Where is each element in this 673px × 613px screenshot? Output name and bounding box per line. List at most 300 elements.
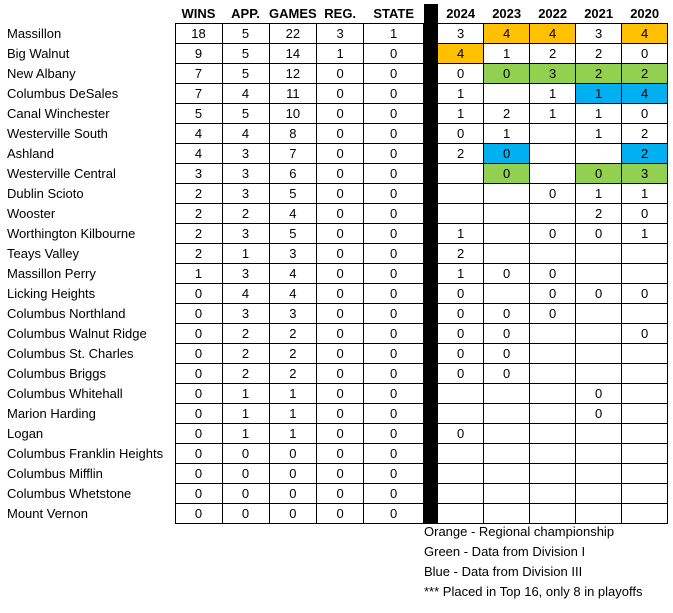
year-2021-cell: 2 [576,44,622,64]
games-cell: 3 [269,244,317,264]
wins-cell: 9 [175,44,222,64]
table-row [4,64,668,84]
year-2022-cell [530,324,576,344]
regional-cell: 0 [317,244,364,264]
year-2024-cell: 0 [438,324,484,344]
year-2020-cell: 3 [622,164,668,184]
games-cell: 0 [269,444,317,464]
regional-cell: 0 [317,444,364,464]
year-2022-cell [530,124,576,144]
legend-blue: Blue - Data from Division III [424,564,583,579]
year-2021-cell [576,244,622,264]
year-2020-cell [622,364,668,384]
regional-cell: 0 [317,264,364,284]
appearances-cell: 2 [222,364,269,384]
appearances-cell: 4 [222,124,269,144]
state-cell: 0 [364,244,424,264]
year-2022-cell [530,504,576,524]
year-2020-cell: 0 [622,204,668,224]
table-row [4,264,668,284]
table-row [4,364,668,384]
year-2022-cell: 0 [530,304,576,324]
year-2020-cell [622,244,668,264]
header-row [4,4,668,24]
year-2021-cell [576,144,622,164]
team-name: Ashland [7,146,54,161]
wins-cell: 0 [175,424,222,444]
appearances-cell: 3 [222,304,269,324]
year-2021-cell [576,324,622,344]
wins-cell: 4 [175,144,222,164]
year-2023-cell [484,84,530,104]
appearances-cell: 3 [222,264,269,284]
separator-cell [424,364,438,384]
team-name: Logan [7,426,44,441]
table-row [4,284,668,304]
games-cell: 0 [269,504,317,524]
year-2021-cell: 2 [576,64,622,84]
year-2023-cell: 1 [484,44,530,64]
year-2024-cell: 0 [438,304,484,324]
year-2020-cell [622,444,668,464]
regional-cell: 0 [317,144,364,164]
year-2020-cell: 2 [622,64,668,84]
year-2024-cell [438,504,484,524]
year-2023-cell: 0 [484,304,530,324]
year-2024-cell [438,484,484,504]
year-2021-cell: 1 [576,184,622,204]
state-cell: 0 [364,44,424,64]
year-2022-cell [530,144,576,164]
appearances-cell: 0 [222,444,269,464]
header-appearances: APP. [231,6,260,21]
appearances-cell: 4 [222,84,269,104]
year-2020-cell [622,504,668,524]
year-2022-cell: 0 [530,264,576,284]
year-2022-cell [530,164,576,184]
year-2024-cell: 1 [438,104,484,124]
year-2020-cell: 0 [622,104,668,124]
state-cell: 0 [364,304,424,324]
table-row [4,104,668,124]
table-row [4,384,668,404]
year-2020-cell: 4 [622,24,668,44]
state-cell: 0 [364,404,424,424]
regional-cell: 0 [317,304,364,324]
wins-cell: 0 [175,444,222,464]
year-2020-cell [622,424,668,444]
team-name: Wooster [7,206,56,221]
year-2023-cell [484,404,530,424]
appearances-cell: 5 [222,64,269,84]
year-2024-cell: 0 [438,64,484,84]
wins-cell: 4 [175,124,222,144]
year-2022-cell [530,444,576,464]
year-2024-cell [438,184,484,204]
regional-cell: 0 [317,184,364,204]
wins-cell: 2 [175,184,222,204]
standings-sheet [4,4,668,524]
regional-cell: 0 [317,284,364,304]
year-2021-cell: 0 [576,284,622,304]
year-2024-cell: 1 [438,224,484,244]
wins-cell: 0 [175,404,222,424]
state-cell: 0 [364,144,424,164]
appearances-cell: 3 [222,144,269,164]
separator-cell [424,104,438,124]
year-2020-cell: 0 [622,324,668,344]
year-2022-cell [530,344,576,364]
games-cell: 5 [269,224,317,244]
games-cell: 0 [269,484,317,504]
year-2020-cell: 1 [622,184,668,204]
year-2020-cell: 4 [622,84,668,104]
year-2022-cell: 0 [530,184,576,204]
games-cell: 4 [269,284,317,304]
year-2020-cell: 2 [622,124,668,144]
state-cell: 0 [364,284,424,304]
team-name: Dublin Scioto [7,186,84,201]
legend-note: *** Placed in Top 16, only 8 in playoffs [424,584,643,599]
year-2024-cell: 4 [438,44,484,64]
team-name: Westerville Central [7,166,116,181]
state-cell: 0 [364,504,424,524]
appearances-cell: 5 [222,104,269,124]
appearances-cell: 1 [222,404,269,424]
games-cell: 1 [269,384,317,404]
state-cell: 0 [364,324,424,344]
year-2020-cell [622,404,668,424]
separator-cell [424,144,438,164]
separator-cell [424,124,438,144]
team-name: Massillon [7,26,62,41]
year-2023-cell [484,184,530,204]
year-2021-cell: 0 [576,384,622,404]
separator-column-header [424,4,438,24]
team-name: Columbus Whetstone [7,486,132,501]
year-2024-cell: 1 [438,84,484,104]
year-2022-cell: 4 [530,24,576,44]
state-cell: 0 [364,424,424,444]
year-2021-cell [576,304,622,324]
wins-cell: 0 [175,364,222,384]
state-cell: 0 [364,124,424,144]
year-2021-cell [576,364,622,384]
year-2020-cell [622,464,668,484]
appearances-cell: 1 [222,244,269,264]
year-2021-cell [576,264,622,284]
appearances-cell: 2 [222,344,269,364]
appearances-cell: 2 [222,324,269,344]
team-name: Marion Harding [7,406,96,421]
year-2024-cell: 0 [438,364,484,384]
team-name: Worthington Kilbourne [7,226,136,241]
header-year-2024: 2024 [446,6,476,21]
year-2022-cell [530,424,576,444]
year-2023-cell [484,204,530,224]
state-cell: 1 [364,24,424,44]
separator-cell [424,444,438,464]
year-2023-cell [484,484,530,504]
year-2024-cell [438,204,484,224]
state-cell: 0 [364,264,424,284]
year-2021-cell: 0 [576,224,622,244]
year-2024-cell [438,384,484,404]
regional-cell: 0 [317,404,364,424]
state-cell: 0 [364,484,424,504]
regional-cell: 0 [317,204,364,224]
year-2020-cell: 2 [622,144,668,164]
games-cell: 4 [269,264,317,284]
year-2020-cell [622,344,668,364]
separator-cell [424,484,438,504]
regional-cell: 0 [317,424,364,444]
wins-cell: 0 [175,344,222,364]
header-year-2023: 2023 [492,6,522,21]
wins-cell: 0 [175,324,222,344]
appearances-cell: 3 [222,164,269,184]
year-2020-cell [622,264,668,284]
year-2024-cell [438,464,484,484]
year-2021-cell: 3 [576,24,622,44]
year-2024-cell [438,164,484,184]
table-row [4,164,668,184]
year-2023-cell: 0 [484,144,530,164]
year-2024-cell: 1 [438,264,484,284]
year-2024-cell: 0 [438,124,484,144]
year-2023-cell: 2 [484,104,530,124]
year-2020-cell [622,484,668,504]
separator-cell [424,344,438,364]
state-cell: 0 [364,364,424,384]
appearances-cell: 1 [222,424,269,444]
team-name: Mount Vernon [7,506,88,521]
team-name: Westerville South [7,126,108,141]
appearances-cell: 5 [222,44,269,64]
regional-cell: 0 [317,364,364,384]
team-name: Columbus St. Charles [7,346,134,361]
team-name: Massillon Perry [7,266,96,281]
separator-cell [424,44,438,64]
wins-cell: 1 [175,264,222,284]
year-2023-cell: 0 [484,344,530,364]
header-year-2021: 2021 [584,6,614,21]
regional-cell: 0 [317,84,364,104]
year-2022-cell: 1 [530,104,576,124]
state-cell: 0 [364,204,424,224]
team-name: Columbus Franklin Heights [7,446,164,461]
regional-cell: 3 [317,24,364,44]
year-2024-cell: 3 [438,24,484,44]
header-wins: WINS [181,6,216,21]
year-2022-cell: 1 [530,84,576,104]
year-2023-cell: 0 [484,264,530,284]
year-2022-cell [530,364,576,384]
wins-cell: 3 [175,164,222,184]
year-2023-cell [484,244,530,264]
legend-orange: Orange - Regional championship [424,524,615,539]
year-2024-cell [438,444,484,464]
regional-cell: 0 [317,324,364,344]
games-cell: 1 [269,424,317,444]
year-2021-cell: 0 [576,164,622,184]
appearances-cell: 1 [222,384,269,404]
separator-cell [424,184,438,204]
appearances-cell: 4 [222,284,269,304]
year-2021-cell [576,504,622,524]
year-2020-cell: 1 [622,224,668,244]
separator-cell [424,504,438,524]
games-cell: 1 [269,404,317,424]
appearances-cell: 0 [222,504,269,524]
year-2024-cell [438,404,484,424]
team-name: Columbus Northland [7,306,126,321]
regional-cell: 0 [317,164,364,184]
standings-table [4,4,668,524]
year-2021-cell: 2 [576,204,622,224]
table-row [4,484,668,504]
regional-cell: 0 [317,104,364,124]
separator-cell [424,24,438,44]
table-row [4,444,668,464]
wins-cell: 0 [175,464,222,484]
header-year-2022: 2022 [538,6,568,21]
games-cell: 7 [269,144,317,164]
year-2021-cell [576,344,622,364]
year-2022-cell: 0 [530,284,576,304]
wins-cell: 2 [175,224,222,244]
separator-cell [424,464,438,484]
team-name: Canal Winchester [7,106,110,121]
table-row [4,124,668,144]
games-cell: 10 [269,104,317,124]
games-cell: 5 [269,184,317,204]
year-2023-cell [484,424,530,444]
year-2022-cell [530,484,576,504]
regional-cell: 0 [317,124,364,144]
state-cell: 0 [364,344,424,364]
year-2022-cell [530,384,576,404]
separator-cell [424,284,438,304]
separator-cell [424,64,438,84]
state-cell: 0 [364,184,424,204]
table-body [4,24,668,524]
year-2024-cell: 2 [438,144,484,164]
year-2020-cell [622,304,668,324]
games-cell: 2 [269,324,317,344]
header-games: GAMES [269,6,317,21]
table-row [4,184,668,204]
year-2021-cell [576,464,622,484]
header-state: STATE [373,6,415,21]
separator-cell [424,404,438,424]
games-cell: 3 [269,304,317,324]
wins-cell: 0 [175,384,222,404]
legend-green: Green - Data from Division I [424,544,586,559]
year-2024-cell: 0 [438,424,484,444]
regional-cell: 0 [317,504,364,524]
table-row [4,324,668,344]
year-2022-cell: 3 [530,64,576,84]
wins-cell: 5 [175,104,222,124]
separator-cell [424,204,438,224]
year-2022-cell [530,404,576,424]
appearances-cell: 0 [222,464,269,484]
wins-cell: 0 [175,504,222,524]
table-row [4,424,668,444]
year-2023-cell [484,384,530,404]
team-name: New Albany [7,66,76,81]
table-row [4,24,668,44]
year-2023-cell: 4 [484,24,530,44]
appearances-cell: 3 [222,184,269,204]
games-cell: 11 [269,84,317,104]
legend [424,522,643,602]
year-2021-cell [576,424,622,444]
appearances-cell: 2 [222,204,269,224]
appearances-cell: 3 [222,224,269,244]
regional-cell: 1 [317,44,364,64]
regional-cell: 0 [317,464,364,484]
separator-cell [424,84,438,104]
separator-cell [424,424,438,444]
year-2024-cell: 0 [438,344,484,364]
team-name: Columbus Mifflin [7,466,103,481]
year-2021-cell: 0 [576,404,622,424]
wins-cell: 7 [175,84,222,104]
year-2020-cell: 0 [622,284,668,304]
state-cell: 0 [364,84,424,104]
year-2023-cell [484,464,530,484]
regional-cell: 0 [317,484,364,504]
team-name: Columbus Whitehall [7,386,123,401]
table-row [4,304,668,324]
table-row [4,84,668,104]
year-2022-cell: 2 [530,44,576,64]
games-cell: 0 [269,464,317,484]
year-2024-cell: 2 [438,244,484,264]
table-row [4,244,668,264]
regional-cell: 0 [317,64,364,84]
separator-cell [424,304,438,324]
games-cell: 4 [269,204,317,224]
games-cell: 6 [269,164,317,184]
year-2021-cell: 1 [576,104,622,124]
table-row [4,464,668,484]
table-row [4,344,668,364]
team-name: Big Walnut [7,46,70,61]
state-cell: 0 [364,464,424,484]
year-2023-cell [484,444,530,464]
state-cell: 0 [364,64,424,84]
year-2022-cell [530,244,576,264]
year-2023-cell: 0 [484,324,530,344]
table-row [4,144,668,164]
wins-cell: 0 [175,304,222,324]
team-name: Columbus Walnut Ridge [7,326,147,341]
team-name: Columbus DeSales [7,86,119,101]
header-blank [4,4,175,24]
year-2023-cell: 0 [484,364,530,384]
state-cell: 0 [364,224,424,244]
header-year-2020: 2020 [630,6,660,21]
appearances-cell: 0 [222,484,269,504]
state-cell: 0 [364,164,424,184]
games-cell: 12 [269,64,317,84]
regional-cell: 0 [317,384,364,404]
year-2021-cell: 1 [576,84,622,104]
separator-cell [424,224,438,244]
